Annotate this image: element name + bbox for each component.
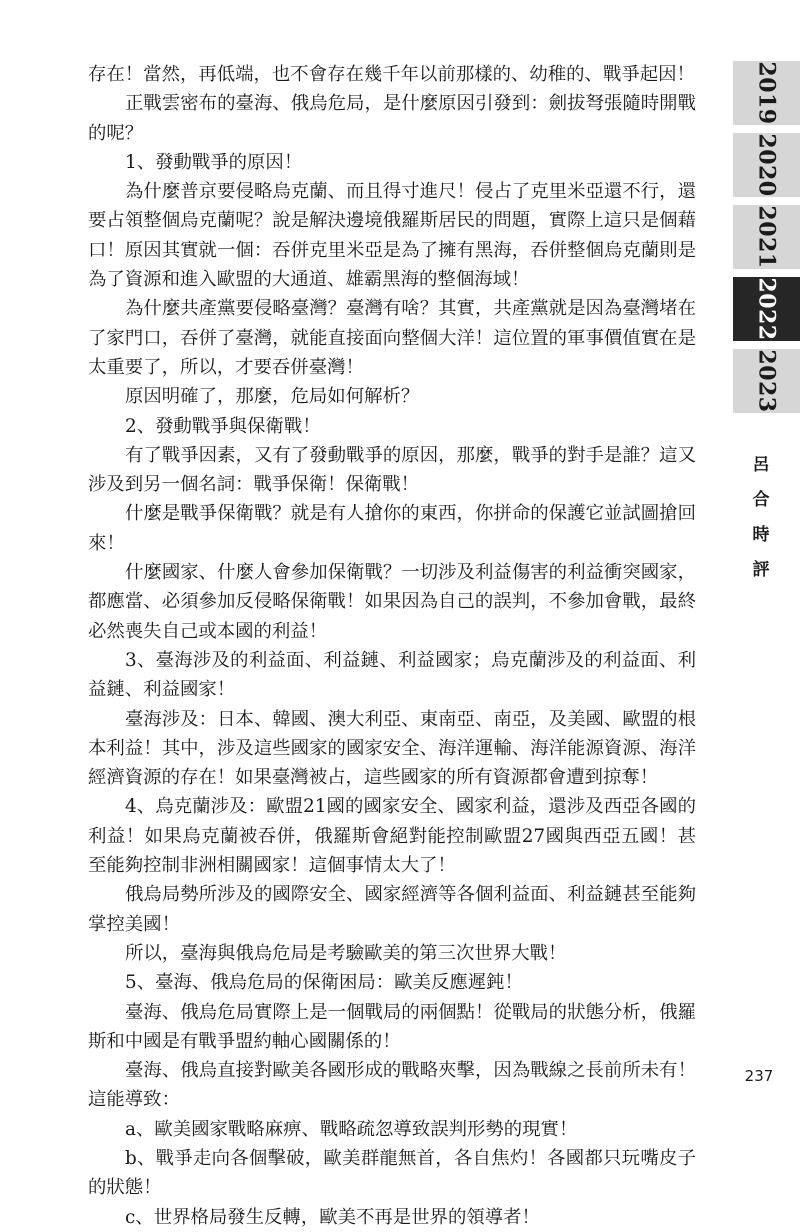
column-title-char: 評 bbox=[752, 560, 770, 580]
paragraph: 1、發動戰爭的原因！ bbox=[125, 151, 303, 173]
year-tab-label: 2022 bbox=[753, 277, 780, 341]
year-tab-2021[interactable] bbox=[733, 205, 800, 269]
page-number: 237 bbox=[744, 1067, 774, 1085]
paragraph: 臺海、俄烏直接對歐美各國形成的戰略夾擊，因為戰線之長前所未有！這能導致： bbox=[88, 1060, 696, 1111]
paragraph: 存在！當然，再低端，也不會存在幾千年以前那樣的、幼稚的、戰爭起因！ bbox=[88, 64, 695, 85]
column-title-char: 呂 bbox=[752, 455, 770, 475]
year-tab-2023[interactable] bbox=[733, 349, 800, 413]
article-body bbox=[88, 60, 696, 1232]
paragraph: 4、烏克蘭涉及：歐盟21國的國家安全、國家利益，還涉及西亞各國的利益！如果烏克蘭被吞併，俄羅斯會絕對能控制歐盟27國與西亞五國！甚至能夠控制非洲相關國家！這個事情太大了！ bbox=[88, 796, 696, 877]
paragraph: 3、臺海涉及的利益面、利益鏈、利益國家；烏克蘭涉及的利益面、利益鏈、利益國家！ bbox=[88, 649, 696, 701]
paragraph: 2、發動戰爭與保衛戰！ bbox=[125, 415, 321, 437]
paragraph: 所以，臺海與俄烏危局是考驗歐美的第三次世界大戰！ bbox=[125, 942, 567, 964]
column-title bbox=[741, 448, 781, 588]
paragraph: 俄烏局勢所涉及的國際安全、國家經濟等各個利益面、利益鏈甚至能夠掌控美國！ bbox=[88, 884, 696, 935]
paragraph: 為什麼共產黨要侵略臺灣？臺灣有啥？其實，共產黨就是因為臺灣堵在了家門口，吞併了臺灣，就能直接面向整個大洋！這位置的軍事價值實在是太重要了，所以，才要吞併臺灣！ bbox=[88, 298, 696, 378]
paragraph: 5、臺海、俄烏危局的保衛困局：歐美反應遲鈍！ bbox=[125, 972, 523, 994]
year-tab-label: 2019 bbox=[753, 61, 780, 125]
column-title-char: 合 bbox=[752, 490, 770, 510]
paragraph: 什麼是戰爭保衛戰？就是有人搶你的東西，你拼命的保護它並試圖搶回來！ bbox=[88, 503, 696, 554]
year-tab-label: 2020 bbox=[753, 133, 780, 197]
year-tab-2020[interactable] bbox=[733, 133, 800, 197]
paragraph: 什麼國家、什麼人會參加保衛戰？一切涉及利益傷害的利益衝突國家，都應當、必須參加反侵略保衛戰！如果因為自己的誤判，不參加會戰，最終必然喪失自己或本國的利益！ bbox=[88, 562, 696, 642]
paragraph: c、世界格局發生反轉，歐美不再是世界的領導者！ bbox=[125, 1206, 540, 1228]
paragraph: 臺海涉及：日本、韓國、澳大利亞、東南亞、南亞，及美國、歐盟的根本利益！其中，涉及這些國家的國家安全、海洋運輸、海洋能源資源、海洋經濟資源的存在！如果臺灣被占，這些國家的所有資源都會遭到掠奪！ bbox=[88, 708, 696, 789]
paragraph: b、戰爭走向各個擊破，歐美群龍無首，各自焦灼！各國都只玩嘴皮子的狀態！ bbox=[88, 1147, 696, 1199]
paragraph: 為什麼普京要侵略烏克蘭、而且得寸進尺！侵占了克里米亞還不行，還要占領整個烏克蘭呢？說是解決邊境俄羅斯居民的問題，實際上這只是個藉口！原因其實就一個：吞併克里米亞是為了擁有黑海，吞併整個烏克蘭則是為了資源和進入歐盟的大通道、雄霸黑海的整個海域！ bbox=[88, 181, 696, 291]
year-tab-label: 2021 bbox=[753, 205, 780, 269]
paragraph: 正戰雲密布的臺海、俄烏危局，是什麼原因引發到：劍拔弩張隨時開戰的呢？ bbox=[88, 93, 696, 144]
year-tab-2019[interactable] bbox=[733, 61, 800, 125]
paragraph: 原因明確了，那麼，危局如何解析？ bbox=[125, 386, 420, 408]
paragraph: a、歐美國家戰略麻痹、戰略疏忽導致誤判形勢的現實！ bbox=[125, 1118, 578, 1140]
column-title-char: 時 bbox=[752, 525, 770, 545]
paragraph: 有了戰爭因素，又有了發動戰爭的原因，那麼，戰爭的對手是誰？這又涉及到另一個名詞：戰爭保衛！保衛戰！ bbox=[88, 444, 696, 496]
year-tab-label: 2023 bbox=[753, 349, 780, 413]
paragraph: 臺海、俄烏危局實際上是一個戰局的兩個點！從戰局的狀態分析，俄羅斯和中國是有戰爭盟約軸心國關係的！ bbox=[88, 1001, 696, 1052]
year-index-tabs bbox=[733, 61, 800, 421]
year-tab-2022[interactable] bbox=[733, 277, 800, 341]
